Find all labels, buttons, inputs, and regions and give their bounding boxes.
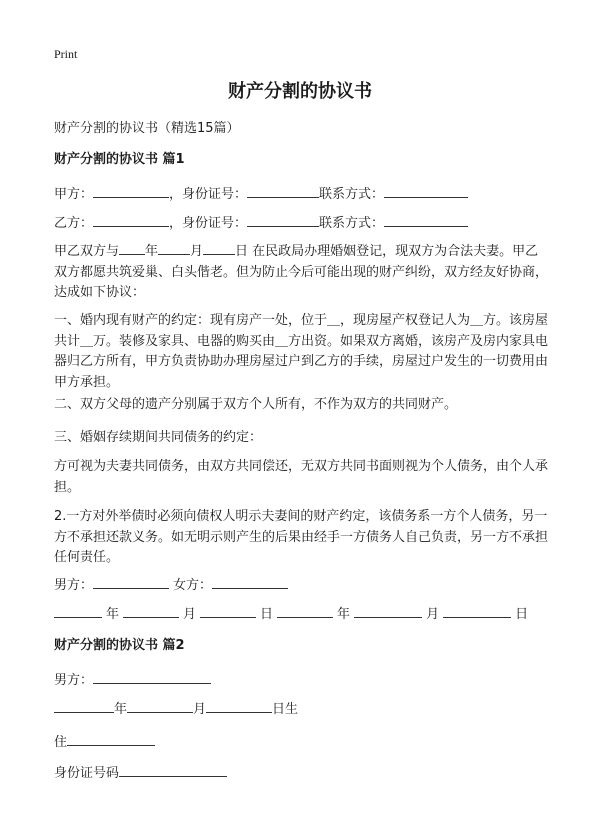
date-2-year-label: 年 <box>337 607 351 622</box>
party-a-label: 甲方： <box>54 187 94 202</box>
party-a-id-label: ，身份证号： <box>169 187 248 202</box>
paragraph-clause-3: 三、婚姻存续期间共同债务的约定： <box>54 430 263 445</box>
paragraph-intro <box>54 242 548 304</box>
party-b-name-blank <box>93 214 169 227</box>
document-subtitle: 财产分割的协议书（精选15篇） <box>54 121 240 136</box>
date-row <box>54 605 532 623</box>
birth-day-blank <box>206 700 272 713</box>
page-title: 财产分割的协议书 <box>228 81 372 102</box>
id-number-row <box>54 764 227 782</box>
party-b-contact-blank <box>384 214 468 227</box>
paragraph-clause-1: 一、婚内现有财产的约定：现有房产一处，位于＿，现房屋产权登记人为＿方。该房屋共计＿万。装修及家具、电器的购买由＿方出资。如果双方离婚，该房产及房内家具电器归乙方所有，甲方负责协助办理房屋过户到乙方的手续，房屋过户发生的一切费用由甲方承担。 <box>54 313 549 390</box>
female-signature-blank <box>212 576 288 589</box>
signature-row <box>54 576 288 594</box>
male-signature-label: 男方： <box>54 578 94 593</box>
party-b-id-label: ，身份证号： <box>169 216 248 231</box>
intro-text-d: 日 在民政局办理婚姻登记，现双方为合法夫妻。甲乙双方都愿共筑爱巢、白头偕老。但为防止今后可能出现的财产纠纷，双方经友好协商，达成如下协议： <box>54 244 549 300</box>
date-1-day-blank <box>200 605 256 618</box>
paragraph-clause-2: 二、双方父母的遗产分别属于双方个人所有，不作为双方的共同财产。 <box>54 397 458 412</box>
section-2-male-label: 男方： <box>54 673 94 688</box>
date-2-day-label: 日 <box>515 607 529 622</box>
male-signature-blank <box>93 576 169 589</box>
party-a-contact-blank <box>384 185 468 198</box>
party-b-label: 乙方： <box>54 216 94 231</box>
date-2-month-blank <box>354 605 422 618</box>
party-a-contact-label: 联系方式： <box>319 187 385 202</box>
birth-day-label: 日生 <box>272 702 299 717</box>
paragraph-debt-2: 2.一方对外举债时必须向债权人明示夫妻间的财产约定，该债务系一方个人债务，另一方不承担还款义务。如无明示则产生的后果由经手一方债务人自己负责，另一方不承担任何责任。 <box>54 509 549 565</box>
intro-year-blank <box>119 242 145 255</box>
party-b-id-blank <box>247 214 319 227</box>
section-1-heading: 财产分割的协议书 篇1 <box>54 152 185 167</box>
birth-year-label: 年 <box>114 702 128 717</box>
party-b-row <box>54 214 468 232</box>
section-2-heading: 财产分割的协议书 篇2 <box>54 638 185 653</box>
party-b-contact-label: 联系方式： <box>319 216 385 231</box>
party-a-name-blank <box>93 185 169 198</box>
date-2-year-blank <box>277 605 333 618</box>
intro-month-blank <box>158 242 190 255</box>
date-2-month-label: 月 <box>426 607 440 622</box>
intro-year-label: 年 <box>145 244 159 259</box>
birth-month-blank <box>127 700 193 713</box>
female-signature-label: 女方： <box>173 578 213 593</box>
paragraph-debt-1: 方可视为夫妻共同债务，由双方共同偿还，无双方共同书面则视为个人债务，由个人承担。 <box>54 459 549 495</box>
intro-day-blank <box>203 242 235 255</box>
address-row <box>54 733 155 751</box>
address-label: 住 <box>54 735 68 750</box>
birth-year-blank <box>54 700 114 713</box>
intro-month-label: 月 <box>190 244 204 259</box>
date-1-year-label: 年 <box>106 607 120 622</box>
section-2-male-blank <box>93 671 211 684</box>
date-1-month-label: 月 <box>183 607 197 622</box>
id-number-label: 身份证号码 <box>54 766 120 781</box>
print-link[interactable]: Print <box>54 47 78 61</box>
section-2-male-row <box>54 671 211 689</box>
date-1-day-label: 日 <box>260 607 274 622</box>
date-1-year-blank <box>54 605 102 618</box>
address-blank <box>67 733 155 746</box>
intro-text-a: 甲乙双方与 <box>54 244 120 259</box>
date-2-day-blank <box>443 605 511 618</box>
id-number-blank <box>119 764 227 777</box>
date-1-month-blank <box>123 605 179 618</box>
party-a-row <box>54 185 468 203</box>
party-a-id-blank <box>247 185 319 198</box>
birth-date-row <box>54 700 298 718</box>
birth-month-label: 月 <box>193 702 207 717</box>
